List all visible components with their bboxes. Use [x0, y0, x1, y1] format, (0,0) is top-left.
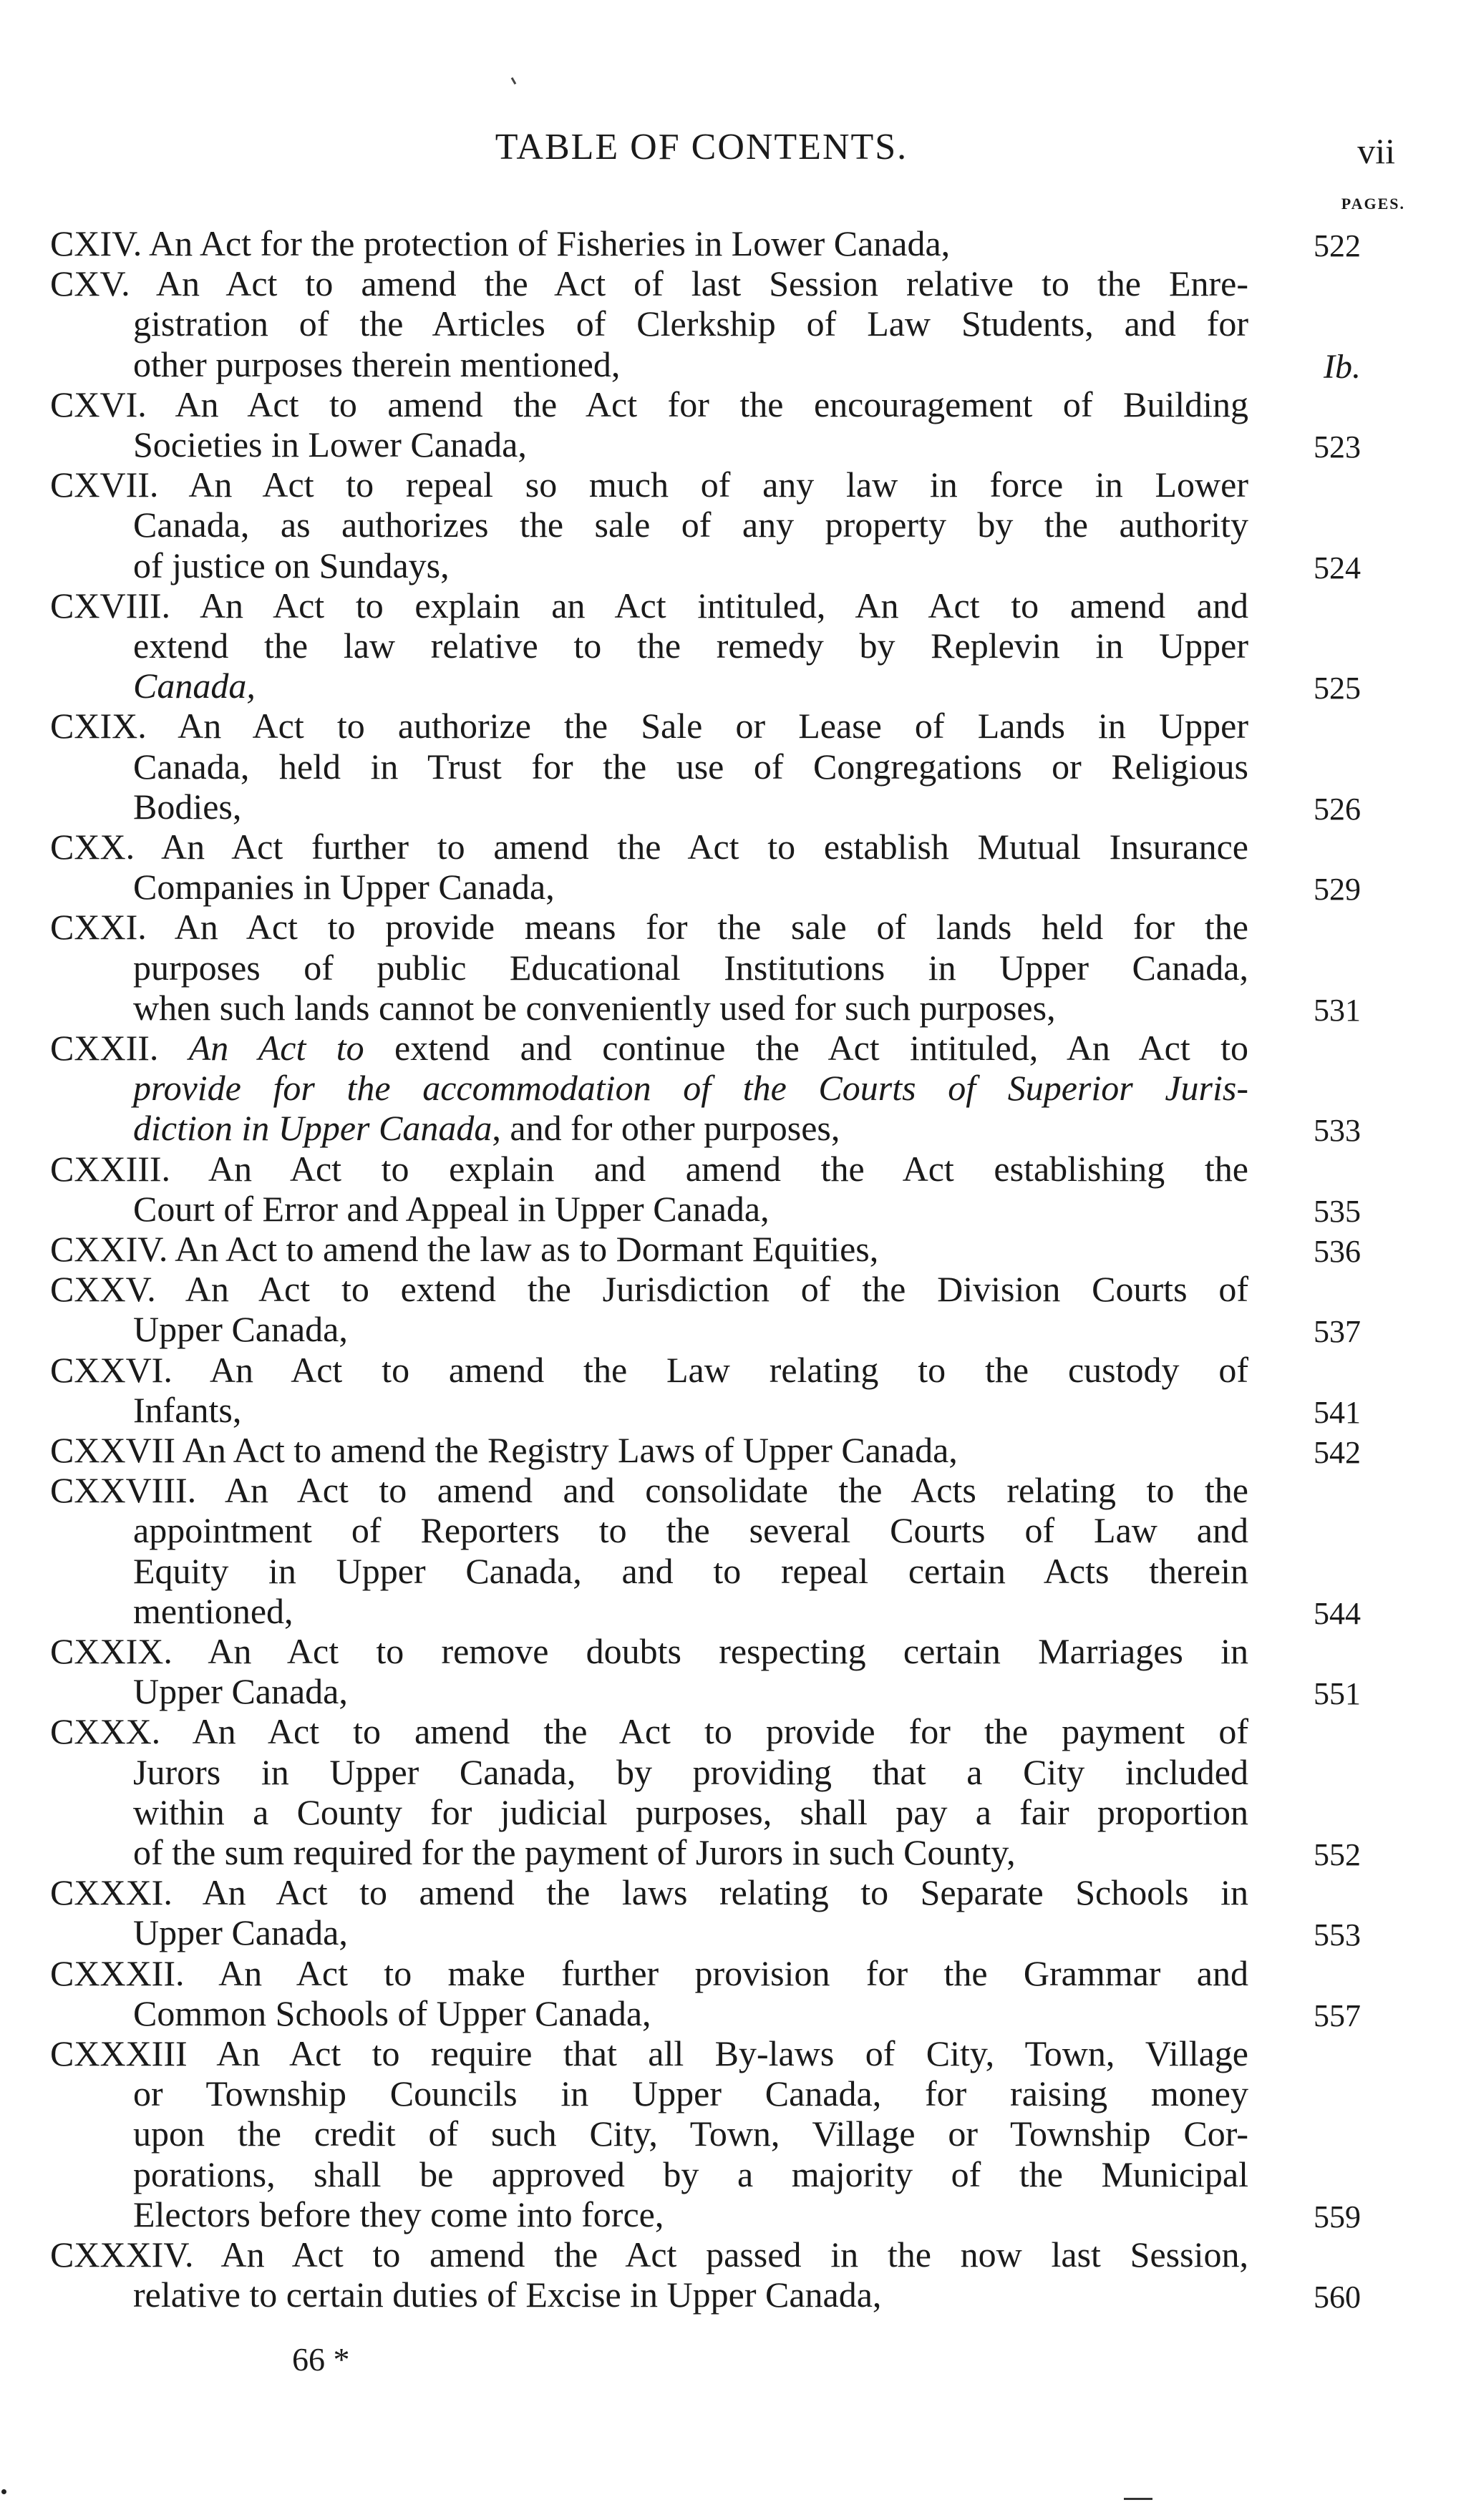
page-number: 557	[1314, 1998, 1361, 2033]
page-number: 552	[1314, 1837, 1361, 1872]
entry-title-line: CXV. An Act to amend the Act of last Session relative to the Enre-	[50, 263, 1248, 304]
page-number: 533	[1314, 1113, 1361, 1149]
entry-title-line: CXXXIV. An Act to amend the Act passed in the now last Session,	[50, 2234, 1248, 2275]
entry-title-line: CXXIII. An Act to explain and amend the Act establishing the	[50, 1148, 1248, 1189]
entry-continuation-line: Canada, as authorizes the sale of any property by the authority	[133, 505, 1248, 545]
stray-dash	[1124, 2498, 1152, 2500]
entry-title-line: CXX. An Act further to amend the Act to establish Mutual Insurance	[50, 827, 1248, 867]
entry-continuation-line: Upper Canada,	[133, 1671, 348, 1712]
entry-continuation-line: when such lands cannot be conveniently used for such purposes,	[133, 987, 1056, 1028]
entry-continuation-line: mentioned,	[133, 1590, 293, 1631]
entry-continuation-line: Infants,	[133, 1389, 242, 1430]
entry-title-line: CXXXII. An Act to make further provision for the Grammar and	[50, 1952, 1248, 1993]
entry-title-line: CXXIV. An Act to amend the law as to Dormant Equities,	[50, 1229, 879, 1269]
page-number: 525	[1314, 671, 1361, 706]
entry-continuation-line: Upper Canada,	[133, 1309, 348, 1350]
page-number: 553	[1314, 1917, 1361, 1953]
entry-title-line: CXXIX. An Act to remove doubts respecting certain Marriages in	[50, 1631, 1248, 1671]
entry-continuation-line: Common Schools of Upper Canada,	[133, 1993, 651, 2033]
entry-title-line: CXXV. An Act to extend the Jurisdiction of the Division Courts of	[50, 1269, 1248, 1310]
page-number: Ib.	[1324, 347, 1361, 386]
entry-title-line: CXXVII An Act to amend the Registry Laws of Upper Canada,	[50, 1430, 958, 1470]
entry-continuation-line: Companies in Upper Canada,	[133, 867, 555, 908]
page-number: 536	[1314, 1234, 1361, 1269]
entry-title-line: CXXII. An Act to extend and continue the Act intituled, An Act to	[50, 1028, 1248, 1068]
entry-title-line: CXVIII. An Act to explain an Act intituled, An Act to amend and	[50, 585, 1248, 626]
page-number: 544	[1314, 1595, 1361, 1631]
entry-title-line: CXXXIII An Act to require that all By-laws of City, Town, Village	[50, 2033, 1248, 2073]
page-number: 559	[1314, 2199, 1361, 2234]
entry-continuation-line: purposes of public Educational Institutions in Upper Canada,	[133, 947, 1248, 988]
folio-number: vii	[1357, 131, 1395, 171]
pages-column-label: PAGES.	[1341, 195, 1405, 213]
entry-title-line: CXIV. An Act for the protection of Fisheries in Lower Canada,	[50, 223, 951, 263]
entry-continuation-line: upon the credit of such City, Town, Village or Township Cor-	[133, 2113, 1248, 2154]
entry-continuation-line: other purposes therein mentioned,	[133, 344, 621, 384]
entry-title-line: CXXI. An Act to provide means for the sale of lands held for the	[50, 907, 1248, 948]
entry-continuation-line: within a County for judicial purposes, shall pay a fair proportion	[133, 1791, 1248, 1832]
page-number: 522	[1314, 228, 1361, 263]
entry-title-line: CXVI. An Act to amend the Act for the encouragement of Building	[50, 384, 1248, 424]
stray-dot	[1, 2489, 6, 2494]
entry-continuation-line: relative to certain duties of Excise in Upper Canada,	[133, 2275, 882, 2315]
entry-continuation-line: Canada,	[133, 666, 256, 706]
page-number: 529	[1314, 872, 1361, 908]
entry-title-line: CXXVI. An Act to amend the Law relating to the custody of	[50, 1349, 1248, 1390]
page-number: 537	[1314, 1314, 1361, 1350]
entry-continuation-line: Bodies,	[133, 786, 242, 827]
page-number: 524	[1314, 550, 1361, 585]
page-number: 551	[1314, 1676, 1361, 1712]
entry-continuation-line: porations, shall be approved by a majority of the Municipal	[133, 2154, 1248, 2194]
entry-title-line: CXXVIII. An Act to amend and consolidate the Acts relating to the	[50, 1470, 1248, 1511]
entry-title-line: CXIX. An Act to authorize the Sale or Lease of Lands in Upper	[50, 706, 1248, 746]
entry-continuation-line: extend the law relative to the remedy by Replevin in Upper	[133, 626, 1248, 666]
entry-continuation-line: gistration of the Articles of Clerkship of Law Students, and for	[133, 303, 1248, 344]
page-number: 523	[1314, 429, 1361, 464]
page-number: 535	[1314, 1193, 1361, 1229]
entry-title-line: CXVII. An Act to repeal so much of any law in force in Lower	[50, 464, 1248, 505]
page-number: 542	[1314, 1435, 1361, 1470]
entry-continuation-line: Canada, held in Trust for the use of Congregations or Religious	[133, 746, 1248, 787]
entry-title-line: CXXX. An Act to amend the Act to provide for the payment of	[50, 1711, 1248, 1752]
entry-continuation-line: Upper Canada,	[133, 1912, 348, 1953]
page-number: 526	[1314, 791, 1361, 827]
signature-mark: 66 *	[292, 2341, 350, 2378]
entry-continuation-line: Societies in Lower Canada,	[133, 424, 527, 464]
page-number: 531	[1314, 992, 1361, 1028]
entry-continuation-line: Court of Error and Appeal in Upper Canada,	[133, 1188, 770, 1229]
entry-continuation-line: or Township Councils in Upper Canada, for raising money	[133, 2073, 1248, 2114]
page-number: 541	[1314, 1394, 1361, 1430]
entry-continuation-line: Electors before they come into force,	[133, 2194, 664, 2234]
entry-continuation-line: diction in Upper Canada, and for other purposes,	[133, 1108, 840, 1149]
entry-continuation-line: Equity in Upper Canada, and to repeal certain Acts therein	[133, 1550, 1248, 1591]
entry-continuation-line: of justice on Sundays,	[133, 545, 450, 585]
stray-mark	[511, 77, 517, 84]
page-title: TABLE OF CONTENTS.	[495, 127, 908, 167]
entry-title-line: CXXXI. An Act to amend the laws relating to Separate Schools in	[50, 1872, 1248, 1913]
page-number: 560	[1314, 2280, 1361, 2315]
entry-continuation-line: Jurors in Upper Canada, by providing that a City included	[133, 1751, 1248, 1792]
entry-continuation-line: provide for the accommodation of the Courts of Superior Juris-	[133, 1068, 1248, 1109]
entry-continuation-line: appointment of Reporters to the several Courts of Law and	[133, 1510, 1248, 1551]
entry-continuation-line: of the sum required for the payment of Jurors in such County,	[133, 1832, 1016, 1872]
